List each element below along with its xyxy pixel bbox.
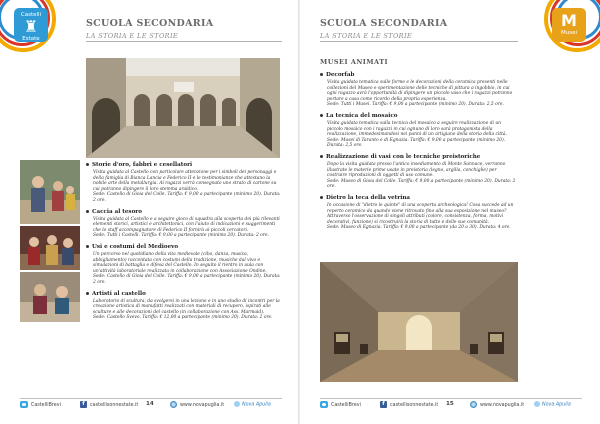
bullet-icon: [320, 196, 323, 199]
bullet-icon: [320, 114, 323, 117]
website-link[interactable]: www.novapuglia.it: [470, 401, 524, 408]
website-link[interactable]: www.novapuglia.it: [170, 401, 224, 408]
museum-hall-photo: [320, 262, 518, 382]
activity-description: Dopo la visita guidata presso l'antico insediamento di Monte Sannace, verranno illustrate le materie prime usate in preistoria (legno, argilla, conchiglie) per costruire riproduzioni di oggetti di uso comune.: [327, 161, 506, 179]
activity-title: Caccia al tesoro: [92, 208, 142, 215]
activity-info: Sede: Castello Svevo. Tariffa: € 12,00 a partecipante (minimo 20). Durata: 2 ore.: [93, 315, 273, 321]
right-footer: [320, 399, 582, 413]
page-subtitle: LA STORIA E LE STORIE: [320, 32, 413, 40]
nova-apulia-icon: [534, 401, 540, 407]
facebook-link[interactable]: f castellisonnestate.it: [380, 401, 438, 408]
activity-description: In occasione di "dietro le quinte" di una scoperta archeologica! Cosa succede ad un reperto ceramico da quando viene ritrovato fino alla sua esposizione nel museo? Attraverso l'osservazione di singoli attributi (colore, consistenza, forma, motivi decorativi, funzione) si ricostruirà la storia di tutte e delle sue comunità.: [327, 202, 514, 225]
nova-apulia-logo: Nova Apulia: [234, 401, 271, 408]
right-activity-list: [320, 72, 518, 236]
globe-icon: [170, 401, 177, 408]
castelli-logo: [0, 0, 60, 56]
bullet-icon: [86, 245, 89, 248]
page-number: 14: [146, 401, 154, 407]
activity-title: Storie d'oro, fabbri e cesellatori: [92, 162, 193, 168]
bullet-icon: [320, 155, 323, 158]
twitter-link[interactable]: CastelliBrevi: [320, 401, 361, 408]
facebook-link[interactable]: f castellisonnestate.it: [80, 401, 138, 408]
activity-description: Visita guidata al Castello con particolare attenzione per i simboli dei personaggi e della famiglia di Bianca Lancia e Federico II e le testimonianze che attestano la nobile arte della metallurgia. Ai ragazzi verrà consegnato uno strato di cartone su cui potranno dipingere il loro stemma araldico.: [93, 170, 277, 192]
activity-info: Sede: Musei di Taranto e di Egnazia. Tariffa: € 9,00 a partecipante (minimo 20). Durata: 2,5 ore.: [327, 137, 506, 149]
activity-info: Sede: Museo di Gioia del Colle. Tariffa: € 9,00 a partecipante (minimo 20). Durata: 2 ore.: [327, 178, 516, 190]
twitter-icon: [20, 401, 28, 408]
activity-description: Visita guidata al Castello e a seguire gioco di squadra alla scoperta dei più rilevanti elementi storici, artistici e architettonici, con l'aiuto di indicazioni e suggerimenti che lo staff accompagnatore di Federico II fornirà ai piccoli cercatori.: [93, 216, 280, 233]
section-heading: MUSEI ANIMATI: [320, 58, 389, 66]
activity-item: [86, 162, 282, 204]
activity-description: Visita guidata tematica sulle forme e le decorazioni della ceramica presenti nelle collezioni del Museo e sperimentazione delle tecniche di pittura a ingobbio, in cui ogni ragazzo avrà l'opportunità di dipingere un piccolo vaso che i ragazzi potranno portare a casa come ricordo della propria esperienza.: [327, 80, 513, 102]
activity-title: Usi e costumi del Medioevo: [92, 243, 179, 250]
bullet-icon: [320, 73, 323, 76]
activity-info: Sede: Castello di Gioia del Colle. Tariffa: € 9,00 a partecipante (minimo 20). Durata: 2 ore.: [93, 192, 281, 203]
logo-castle-icon: ♜: [23, 17, 39, 36]
logo-word-bottom: Estate: [22, 36, 40, 42]
activity-info: Sede: Tutti i Castelli. Tariffa: € 9,00 a partecipante (minimo 20). Durata: 2 ore.: [93, 233, 269, 239]
activity-info: Sede: Museo di Egnazia. Tariffa: € 9,00 a partecipante (da 20 a 30). Durata: 4 ore.: [327, 225, 511, 231]
castle-courtyard-photo: [86, 58, 280, 158]
logo-letter: M: [561, 11, 577, 30]
activity-item: [320, 195, 518, 231]
right-page: [300, 0, 600, 424]
castelli-logo-tile: [14, 8, 48, 42]
page-title: SCUOLA SECONDARIA: [320, 18, 448, 29]
activity-description: Visita guidata tematica sulla tecnica del mosaico a seguire realizzazione di un piccolo mosaico con i ragazzi in cui ognuno di loro sarà protagonista della realizzazione, immedesimandosi nei panni di un artigiano della storia della città.: [327, 120, 507, 138]
page-title: SCUOLA SECONDARIA: [86, 18, 214, 29]
left-activity-list: [86, 162, 282, 326]
activity-title: La tecnica del mosaico: [326, 112, 398, 119]
logo-word-top: Castelli: [20, 12, 42, 18]
twitter-icon: [320, 401, 328, 408]
family-photo: [20, 160, 80, 224]
activity-title: Dietro la teca della vetrina: [326, 194, 411, 201]
activity-title: Realizzazione di vasi con le tecniche preistoriche: [326, 153, 481, 160]
header-divider: [86, 41, 282, 42]
activity-description: Laboratorio di scultura, da svolgersi in una lezione e in uno studio di incontri per la creazione artistica di manufatti realizzati con materiali di recupero, ispirati alle sculture e alle decorazioni del castello (in collaborazione con Ass. Marmaid).: [93, 298, 280, 315]
activity-item: [320, 154, 518, 190]
activity-item: [86, 291, 282, 321]
musei-logo-tile: [552, 8, 586, 42]
nova-apulia-logo: Nova Apulia: [534, 401, 571, 408]
bullet-icon: [86, 292, 89, 295]
logo-word: Musei: [560, 30, 577, 36]
facebook-icon: f: [380, 401, 387, 408]
medieval-costume-photo: [20, 226, 80, 270]
header-divider: [320, 41, 518, 42]
activity-title: Artisti al castello: [92, 290, 146, 297]
workshop-photo: [20, 272, 80, 322]
left-footer: [20, 399, 282, 413]
bullet-icon: [86, 163, 89, 166]
bullet-icon: [86, 210, 89, 213]
page-number: 15: [446, 401, 454, 407]
page-subtitle: LA STORIA E LE STORIE: [86, 32, 179, 40]
activity-info: Sede: Castello di Gioia del Colle. Tariffa: € 9,00 a partecipante (minimo 20). Durata: 2 ore.: [93, 274, 281, 285]
twitter-link[interactable]: CastelliBrevi: [20, 401, 61, 408]
activity-description: Un percorso nel quotidiano della vita medievale (cibo, danza, musica, abbigliamento) raccontata con costumi della tradizione, musiche dal vivo e simulazioni di battaglia e difesa del Castello. In seguito il rientro in aula con un'attività laboratoriale realizzata in collaborazione con Associazione Ondine.: [93, 251, 267, 274]
globe-icon: [470, 401, 477, 408]
activity-item: [86, 209, 282, 239]
nova-apulia-icon: [234, 401, 240, 407]
facebook-icon: f: [80, 401, 87, 408]
activity-info: Sede: Tutti i Musei. Tariffa: € 9,00 a partecipante (minimo 20). Durata: 2,5 ore.: [327, 102, 504, 108]
musei-logo: [540, 0, 600, 56]
activity-item: [320, 72, 518, 108]
activity-item: [86, 244, 282, 286]
activity-item: [320, 113, 518, 149]
activity-title: Decorfab: [326, 72, 355, 78]
